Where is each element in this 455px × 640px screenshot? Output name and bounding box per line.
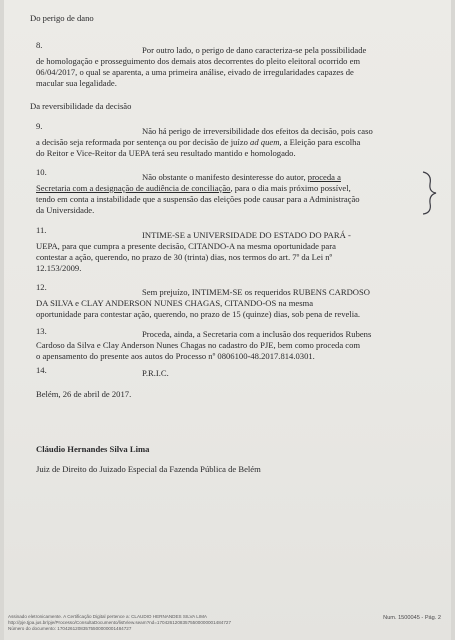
paragraph-9-line-2 [36, 137, 360, 147]
paragraph-number-12: 12. [36, 282, 47, 292]
paragraph-10-line-4: da Universidade. [36, 205, 95, 215]
paragraph-11-line-4: 12.153/2009. [36, 263, 82, 273]
paragraph-10-line-1 [142, 172, 341, 182]
date-location: Belém, 26 de abril de 2017. [36, 389, 132, 399]
paragraph-13-line-2: Cardoso da Silva e Clay Anderson Nunes Chagas no cadastro do PJE, bem como proceda com [36, 340, 361, 350]
footer-signature-line: Assinado eletronicamente. A Certificação Digital pertence a: CLAUDIO HERNANDES SILVA LIMA [8, 614, 207, 619]
paragraph-11-line-2: UEPA, para que cumpra a presente decisão, CITANDO-A na mesma oportunidade para [36, 241, 336, 251]
paragraph-9-line-3: do Reitor e Vice-Reitor da UEPA terá seu resultado mantido e homologado. [36, 148, 296, 158]
paragraph-number-9: 9. [36, 121, 43, 131]
pric-closing: P.R.I.C. [142, 368, 169, 378]
paragraph-9-line-2a: a decisão seja reformada por sentença ou por decisão de juízo [36, 137, 251, 147]
paragraph-9-line-1: Não há perigo de irreversibilidade dos efeitos da decisão, pois caso [142, 126, 373, 136]
paragraph-8-line-1: Por outro lado, o perigo de dano caracteriza-se pela possibilidade [142, 45, 367, 55]
page-number: Num. 1500045 - Pág. 2 [383, 615, 441, 621]
handwritten-brace-mark [420, 170, 440, 216]
paragraph-12-line-3: oportunidade para contestar ação, querendo, no prazo de 15 (quinze) dias, sob pena de revelia. [36, 309, 361, 319]
paragraph-10-line-2 [36, 183, 351, 193]
footer-url[interactable]: http://pje.tjpa.jus.br/pje/Processo/ConsultaDocumento/listView.seam?nd=17042612083575500000001484727 [8, 620, 232, 625]
paragraph-12-line-2: DA SILVA e CLAY ANDERSON NUNES CHAGAS, CITANDO-OS na mesma [36, 298, 314, 308]
paragraph-number-10: 10. [36, 167, 47, 177]
paragraph-10-line-2b: , para o dia mais próximo possível, [230, 183, 351, 193]
paragraph-10-line-3: tendo em conta a instabilidade que a suspensão das eleições pode causar para a Administração [36, 194, 360, 204]
paragraph-10-line-1a: Não obstante o manifesto desinteresse do autor, [142, 172, 308, 182]
section-heading-reversibilidade: Da reversibilidade da decisão [30, 101, 132, 111]
paragraph-8-line-3: 06/04/2017, o qual se aparenta, a uma primeira análise, eivado de irregularidades capazes de [36, 67, 354, 77]
paragraph-number-11: 11. [36, 225, 47, 235]
signer-role: Juiz de Direito do Juizado Especial da Fazenda Pública de Belém [36, 464, 261, 474]
signer-name: Cláudio Hernandes Silva Lima [36, 444, 150, 454]
paragraph-number-8: 8. [36, 40, 43, 50]
paragraph-11-line-3: contestar a ação, querendo, no prazo de 30 (trinta) dias, nos termos do art. 7º da Lei nº [36, 252, 333, 262]
paragraph-11-line-1: INTIME-SE a UNIVERSIDADE DO ESTADO DO PARÁ - [142, 230, 351, 240]
ad-quem-term: ad quem [250, 137, 280, 147]
section-heading-perigo: Do perigo de dano [30, 13, 94, 23]
paragraph-13-line-3: o apensamento do presente aos autos do Processo nº 0806100-48.2017.814.0301. [36, 351, 315, 361]
paragraph-12-line-1: Sem prejuízo, INTIMEM-SE os requeridos RUBENS CARDOSO [142, 287, 370, 297]
paragraph-9-line-2c: , a Eleição para escolha [279, 137, 361, 147]
paragraph-8-line-2: de homologação e prosseguimento dos demais atos decorrentes do pleito eleitoral ocorrido em [36, 56, 361, 66]
underlined-secretaria: Secretaria com a designação de audiência de conciliação [36, 183, 231, 193]
document-page [4, 0, 451, 640]
paragraph-number-14: 14. [36, 365, 47, 375]
paragraph-8-line-4: macular sua legalidade. [36, 78, 117, 88]
paragraph-13-line-1: Proceda, ainda, a Secretaria com a inclusão dos requeridos Rubens [142, 329, 372, 339]
footer-document-number: Número do documento: 17042612083575500000001484727 [8, 626, 132, 631]
paragraph-number-13: 13. [36, 326, 47, 336]
underlined-proceda: proceda a [307, 172, 341, 182]
